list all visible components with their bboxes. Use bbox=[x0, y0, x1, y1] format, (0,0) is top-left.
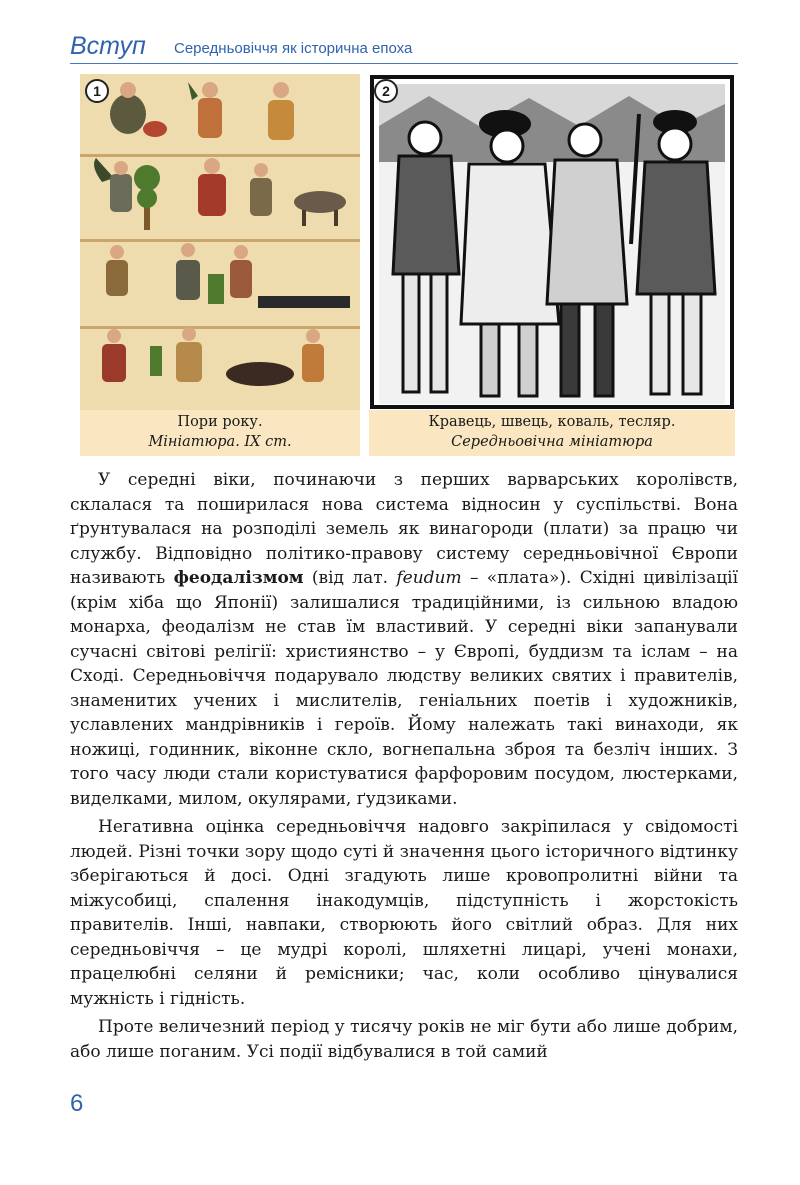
paragraph-1 bbox=[70, 468, 738, 811]
figure-1-caption-title: Пори року. bbox=[177, 414, 263, 430]
figure-2-caption-title: Кравець, швець, коваль, тесляр. bbox=[428, 414, 676, 430]
paragraph-1-start: У середні віки, починаючи з перших варварських королівств, склалася та поширилася нова система відносин у суспільстві. Вона ґрунтувалася на розподілі земель як винагороди (плати) за працю чи службу. Відповідно політико-правову систему середньовічної Європи називають bbox=[70, 470, 738, 588]
seasons-miniature-image bbox=[80, 74, 360, 410]
page-number: 6 bbox=[70, 1090, 84, 1117]
figure-2-caption-source: Середньовічна мініатюра bbox=[451, 434, 653, 450]
figure-2-caption bbox=[369, 412, 735, 452]
body-text bbox=[70, 468, 738, 1068]
chapter-subtitle: Середньовіччя як історична епоха bbox=[174, 40, 413, 57]
figure-craftsmen bbox=[369, 74, 735, 456]
paragraph-1-end: – «плата»). Східні цивілізації (крім хіба що Японії) залишалися традиційними, із сильною владою монарха, феодалізм не став їм властивий. У середні віки запанували сучасні світові релігії: християнство – у Європі, буддизм та іслам – на Сході. Середньовіччя подарувало людству великих святих і правителів, знаменитих учених і мислителів, геніальних поетів і художників, уславлених мандрівників і героїв. Йому належать такі винаходи, як ножиці, годинник, віконне скло, вогнепальна зброя та безліч інших. З того часу люди стали користуватися фарфоровим посудом, люстерками, виделками, милом, окулярами, ґудзиками. bbox=[70, 568, 739, 809]
paragraph-1-mid: (від лат. bbox=[303, 568, 397, 588]
craftsmen-engraving-image bbox=[369, 74, 735, 410]
figure-number-1: 1 bbox=[85, 79, 109, 103]
page-header bbox=[70, 30, 738, 64]
section-title: Вступ bbox=[70, 32, 146, 60]
key-term-feudalism: феодалізмом bbox=[173, 568, 304, 588]
latin-term: feudum bbox=[396, 568, 462, 588]
paragraph-2: Негативна оцінка середньовіччя надовго закріпилася у свідомості людей. Різні точки зору щодо суті й значення цього історичного відтинку зберігаються й досі. Одні згадують лише кровопролитні війни та міжусобиці, спалення інакодумців, підступність і жорстокість правителів. Інші, навпаки, створюють його світлий образ. Для них середньовіччя – це мудрі королі, шляхетні лицарі, учені монахи, працелюбні селяни й ремісники; час, коли особливо цінувалися мужність і гідність. bbox=[70, 817, 738, 1009]
paragraph-3: Проте величезний період у тисячу років не міг бути або лише добрим, або лише поганим. Усі події відбувалися в той самий bbox=[70, 1017, 738, 1062]
figure-number-2: 2 bbox=[374, 79, 398, 103]
figure-seasons bbox=[80, 74, 360, 456]
figure-1-caption bbox=[80, 412, 360, 452]
figure-1-caption-source: Мініатюра. IX ст. bbox=[148, 434, 292, 450]
